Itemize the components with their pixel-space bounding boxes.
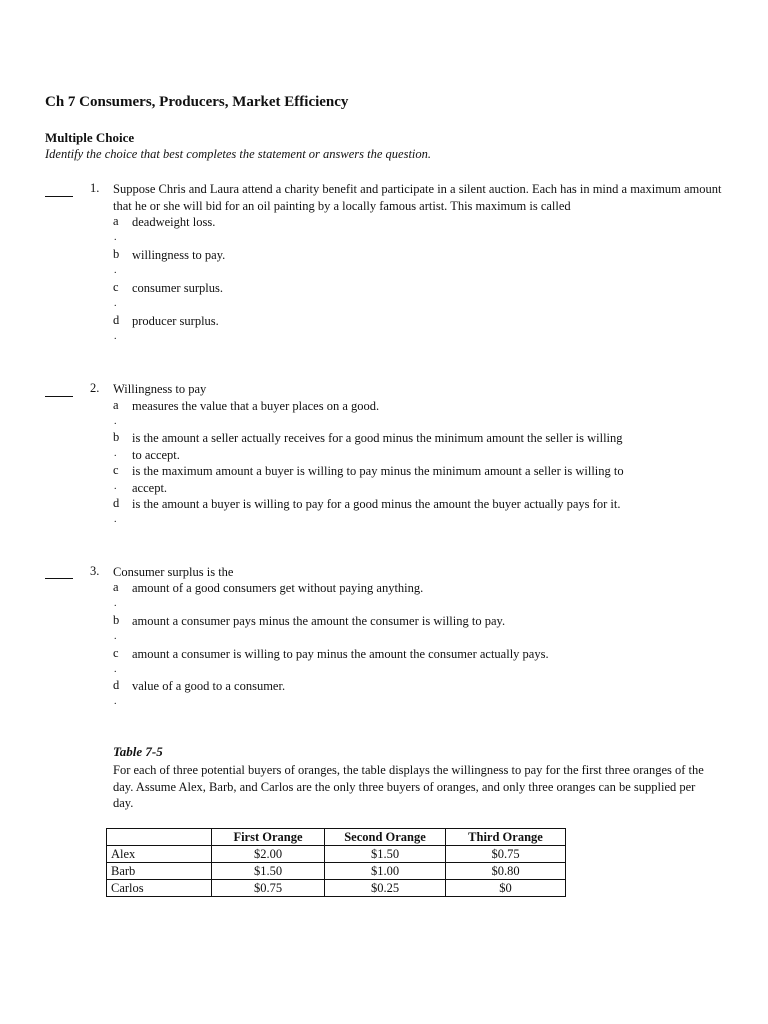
table-cell: $1.00 bbox=[325, 863, 446, 880]
table-header: Third Orange bbox=[446, 829, 566, 846]
option-letter: a bbox=[113, 580, 119, 594]
buyer-name: Alex bbox=[107, 846, 212, 863]
option-dot: . bbox=[114, 664, 117, 675]
table-header bbox=[107, 829, 212, 846]
answer-blank[interactable] bbox=[45, 384, 73, 397]
option-text: willingness to pay. bbox=[132, 248, 226, 262]
table-header: First Orange bbox=[212, 829, 325, 846]
table-cell: $1.50 bbox=[212, 863, 325, 880]
option-letter: d bbox=[113, 678, 120, 692]
option-text: amount a consumer pays minus the amount the consumer is willing to pay. bbox=[132, 614, 506, 628]
question-number: 3. bbox=[90, 564, 100, 578]
option-letter: b bbox=[113, 247, 120, 261]
option-dot: . bbox=[114, 598, 117, 609]
section-title: Multiple Choice bbox=[45, 130, 135, 145]
option-dot: . bbox=[114, 331, 117, 342]
table-cell: $0.75 bbox=[212, 880, 325, 897]
option-text: is the amount a seller actually receives for a good minus the minimum amount the seller is willing to accept. bbox=[132, 431, 623, 462]
table-row bbox=[107, 846, 566, 863]
option-text: producer surplus. bbox=[132, 314, 219, 328]
option-text: amount a consumer is willing to pay minus the amount the consumer actually pays. bbox=[132, 647, 549, 661]
option-letter: b bbox=[113, 613, 120, 627]
option-dot: . bbox=[114, 416, 117, 427]
option-letter: d bbox=[113, 313, 120, 327]
instructions: Identify the choice that best completes the statement or answers the question. bbox=[45, 147, 432, 161]
option-text: is the amount a buyer is willing to pay for a good minus the amount the buyer actually pays for it. bbox=[132, 497, 621, 511]
option-dot: . bbox=[114, 481, 117, 492]
option-text: amount of a good consumers get without paying anything. bbox=[132, 581, 424, 595]
table-row bbox=[107, 863, 566, 880]
buyer-name: Carlos bbox=[107, 880, 212, 897]
option-text: consumer surplus. bbox=[132, 281, 223, 295]
table-header: Second Orange bbox=[325, 829, 446, 846]
option-dot: . bbox=[114, 696, 117, 707]
buyer-name: Barb bbox=[107, 863, 212, 880]
table-cell: $1.50 bbox=[325, 846, 446, 863]
option-dot: . bbox=[114, 232, 117, 243]
option-text: measures the value that a buyer places on a good. bbox=[132, 399, 380, 413]
table-row bbox=[107, 880, 566, 897]
table-cell: $0.80 bbox=[446, 863, 566, 880]
answer-blank[interactable] bbox=[45, 566, 73, 579]
option-letter: b bbox=[113, 430, 120, 444]
willingness-table bbox=[106, 828, 566, 897]
option-text: is the maximum amount a buyer is willing to pay minus the minimum amount a seller is willing to accept. bbox=[132, 464, 624, 495]
option-dot: . bbox=[114, 298, 117, 309]
option-dot: . bbox=[114, 265, 117, 276]
question-stem: Suppose Chris and Laura attend a charity benefit and participate in a silent auction. Each has in mind a maximum amount that he or she will bid for an oil painting by a locally famous artist. This maximum is called bbox=[113, 182, 722, 213]
option-dot: . bbox=[114, 514, 117, 525]
table-cell: $0.75 bbox=[446, 846, 566, 863]
table-description: For each of three potential buyers of oranges, the table displays the willingness to pay for the first three oranges of the day. Assume Alex, Barb, and Carlos are the only three buyers of oranges, and only three oranges can be supplied per day. bbox=[113, 763, 704, 810]
question-number: 1. bbox=[90, 181, 100, 195]
option-letter: a bbox=[113, 214, 119, 228]
table-cell: $2.00 bbox=[212, 846, 325, 863]
table-title: Table 7-5 bbox=[113, 744, 163, 759]
table-header-row bbox=[107, 829, 566, 846]
page-title: Ch 7 Consumers, Producers, Market Efficiency bbox=[45, 94, 349, 110]
option-letter: d bbox=[113, 496, 120, 510]
answer-blank[interactable] bbox=[45, 184, 73, 197]
question-number: 2. bbox=[90, 381, 100, 395]
option-letter: a bbox=[113, 398, 119, 412]
option-letter: c bbox=[113, 280, 119, 294]
option-letter: c bbox=[113, 463, 119, 477]
option-letter: c bbox=[113, 646, 119, 660]
table-cell: $0.25 bbox=[325, 880, 446, 897]
option-text: deadweight loss. bbox=[132, 215, 216, 229]
question-stem: Willingness to pay bbox=[113, 382, 207, 396]
option-dot: . bbox=[114, 448, 117, 459]
question-stem: Consumer surplus is the bbox=[113, 565, 234, 579]
option-text: value of a good to a consumer. bbox=[132, 679, 286, 693]
table-cell: $0 bbox=[446, 880, 566, 897]
option-dot: . bbox=[114, 631, 117, 642]
